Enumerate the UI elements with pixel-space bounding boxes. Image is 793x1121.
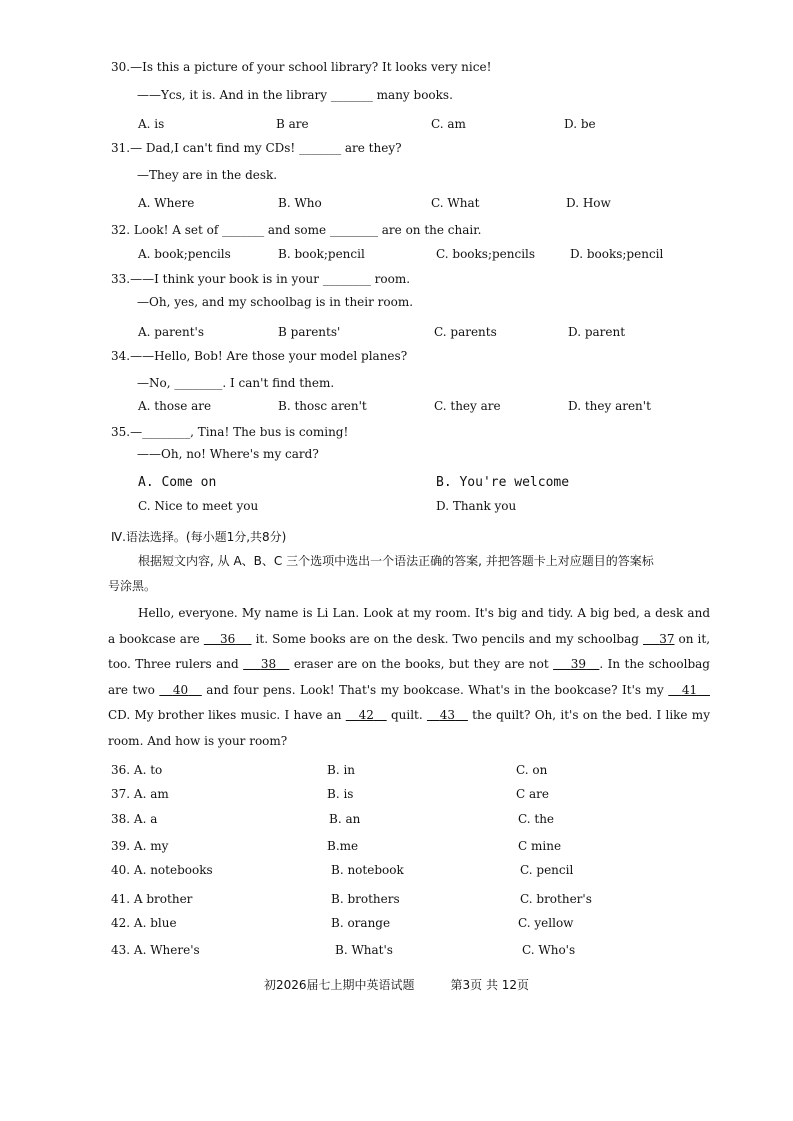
item-42-option-a[interactable]: 42. A. blue	[111, 916, 177, 930]
item-42-option-c[interactable]: C. yellow	[518, 916, 574, 930]
blank-37[interactable]: 37	[659, 631, 675, 646]
item-39-option-c[interactable]: C mine	[518, 839, 562, 853]
blank-36[interactable]: 36	[220, 631, 236, 646]
section-4-heading: Ⅳ.语法选择。(每小题1分,共8分)	[111, 530, 287, 544]
blank-43[interactable]: 43	[439, 708, 456, 722]
question-35-option-c[interactable]: C. Nice to meet you	[138, 499, 259, 513]
question-34-option-a[interactable]: A. those are	[138, 399, 212, 413]
question-30-option-c[interactable]: C. am	[431, 117, 466, 131]
question-33-option-d[interactable]: D. parent	[568, 325, 626, 339]
question-34-reply: —No, ________. I can't find them.	[137, 376, 335, 390]
item-38-option-b[interactable]: B. an	[329, 812, 361, 826]
question-30-option-a[interactable]: A. is	[138, 117, 165, 131]
question-30-option-b[interactable]: B are	[276, 117, 309, 131]
item-39-option-a[interactable]: 39. A. my	[111, 839, 169, 853]
question-31-stem: 31.— Dad,I can't find my CDs! _______ are they?	[111, 141, 402, 155]
question-35-option-a[interactable]: A. Come on	[138, 475, 217, 490]
question-30-stem: 30.—Is this a picture of your school library? It looks very nice!	[111, 60, 492, 74]
question-32-option-a[interactable]: A. book;pencils	[138, 247, 231, 261]
question-32-option-c[interactable]: C. books;pencils	[436, 247, 536, 261]
item-38-option-c[interactable]: C. the	[518, 812, 555, 826]
cloze-passage: Hello, everyone. My name is Li Lan. Look at my room. It's big and tidy. A big bed, a desk and a bookcase are 36 it. Some books are on the desk. Two pencils and my schoolbag 37 on it, too. Three rulers and 38 eraser are on the books, but they are not 39 . In the schoolbag are two 40 and four pens. Look! That's my bookcase. What's in the bookcase? It's my 41 CD. My brother likes music. I have an 42 quilt. 43 the quilt? Oh, it's on the bed. I like my room. And how is your room?	[108, 606, 711, 748]
item-36-option-a[interactable]: 36. A. to	[111, 763, 163, 777]
item-41-option-b[interactable]: B. brothers	[331, 892, 400, 906]
blank-42[interactable]: 42	[358, 708, 374, 722]
item-43-option-a[interactable]: 43. A. Where's	[111, 943, 200, 957]
item-36-option-c[interactable]: C. on	[516, 763, 548, 777]
page-footer: 初2026届七上期中英语试题 第3页 共 12页	[263, 978, 530, 992]
question-30-reply: ——Ycs, it is. And in the library _______ many books.	[137, 88, 453, 102]
question-35-reply: ——Oh, no! Where's my card?	[137, 447, 319, 461]
question-33-option-b[interactable]: B parents'	[278, 325, 341, 339]
item-40-option-c[interactable]: C. pencil	[520, 863, 574, 877]
question-33-reply: —Oh, yes, and my schoolbag is in their room.	[137, 295, 414, 309]
section-4-instruction-line1: 根据短文内容, 从 A、B、C 三个选项中选出一个语法正确的答案, 并把答题卡上对应题目的答案标	[138, 554, 654, 568]
question-30-option-d[interactable]: D. be	[564, 117, 596, 131]
item-39-option-b[interactable]: B.me	[327, 839, 359, 853]
blank-39[interactable]: 39	[570, 657, 587, 671]
question-35-option-d[interactable]: D. Thank you	[436, 499, 517, 513]
question-35-option-b[interactable]: B. You're welcome	[436, 475, 570, 490]
item-37-option-b[interactable]: B. is	[327, 787, 354, 801]
blank-40[interactable]: 40	[172, 682, 189, 697]
question-32-option-d[interactable]: D. books;pencil	[570, 247, 664, 261]
question-32-option-b[interactable]: B. book;pencil	[278, 247, 365, 261]
item-36-option-b[interactable]: B. in	[327, 763, 356, 777]
item-37-option-a[interactable]: 37. A. am	[111, 787, 169, 801]
question-32-stem: 32. Look! A set of _______ and some ________ are on the chair.	[111, 223, 482, 237]
item-37-option-c[interactable]: C are	[516, 787, 549, 801]
question-31-option-a[interactable]: A. Where	[138, 196, 195, 210]
question-31-reply: —They are in the desk.	[137, 168, 278, 182]
item-43-option-c[interactable]: C. Who's	[522, 943, 576, 957]
item-38-option-a[interactable]: 38. A. a	[111, 812, 158, 826]
question-33-option-c[interactable]: C. parents	[434, 325, 497, 339]
question-35-stem: 35.—________, Tina! The bus is coming!	[111, 425, 349, 439]
question-33-stem: 33.——I think your book is in your ________ room.	[111, 272, 411, 286]
blank-38[interactable]: 38	[260, 657, 277, 671]
item-41-option-c[interactable]: C. brother's	[520, 892, 592, 906]
question-33-option-a[interactable]: A. parent's	[138, 325, 204, 339]
question-34-option-b[interactable]: B. thosc aren't	[278, 399, 367, 413]
item-40-option-a[interactable]: 40. A. notebooks	[111, 863, 213, 877]
item-42-option-b[interactable]: B. orange	[331, 916, 391, 930]
item-40-option-b[interactable]: B. notebook	[331, 863, 404, 877]
question-31-option-b[interactable]: B. Who	[278, 196, 322, 210]
item-41-option-a[interactable]: 41. A brother	[111, 892, 193, 906]
question-31-option-c[interactable]: C. What	[431, 196, 480, 210]
question-34-stem: 34.——Hello, Bob! Are those your model planes?	[111, 349, 408, 363]
question-34-option-d[interactable]: D. they aren't	[568, 399, 651, 413]
section-4-instruction-line2: 号涂黑。	[108, 579, 157, 593]
item-43-option-b[interactable]: B. What's	[335, 943, 393, 957]
question-34-option-c[interactable]: C. they are	[434, 399, 501, 413]
blank-41[interactable]: 41	[681, 682, 698, 697]
question-31-option-d[interactable]: D. How	[566, 196, 611, 210]
